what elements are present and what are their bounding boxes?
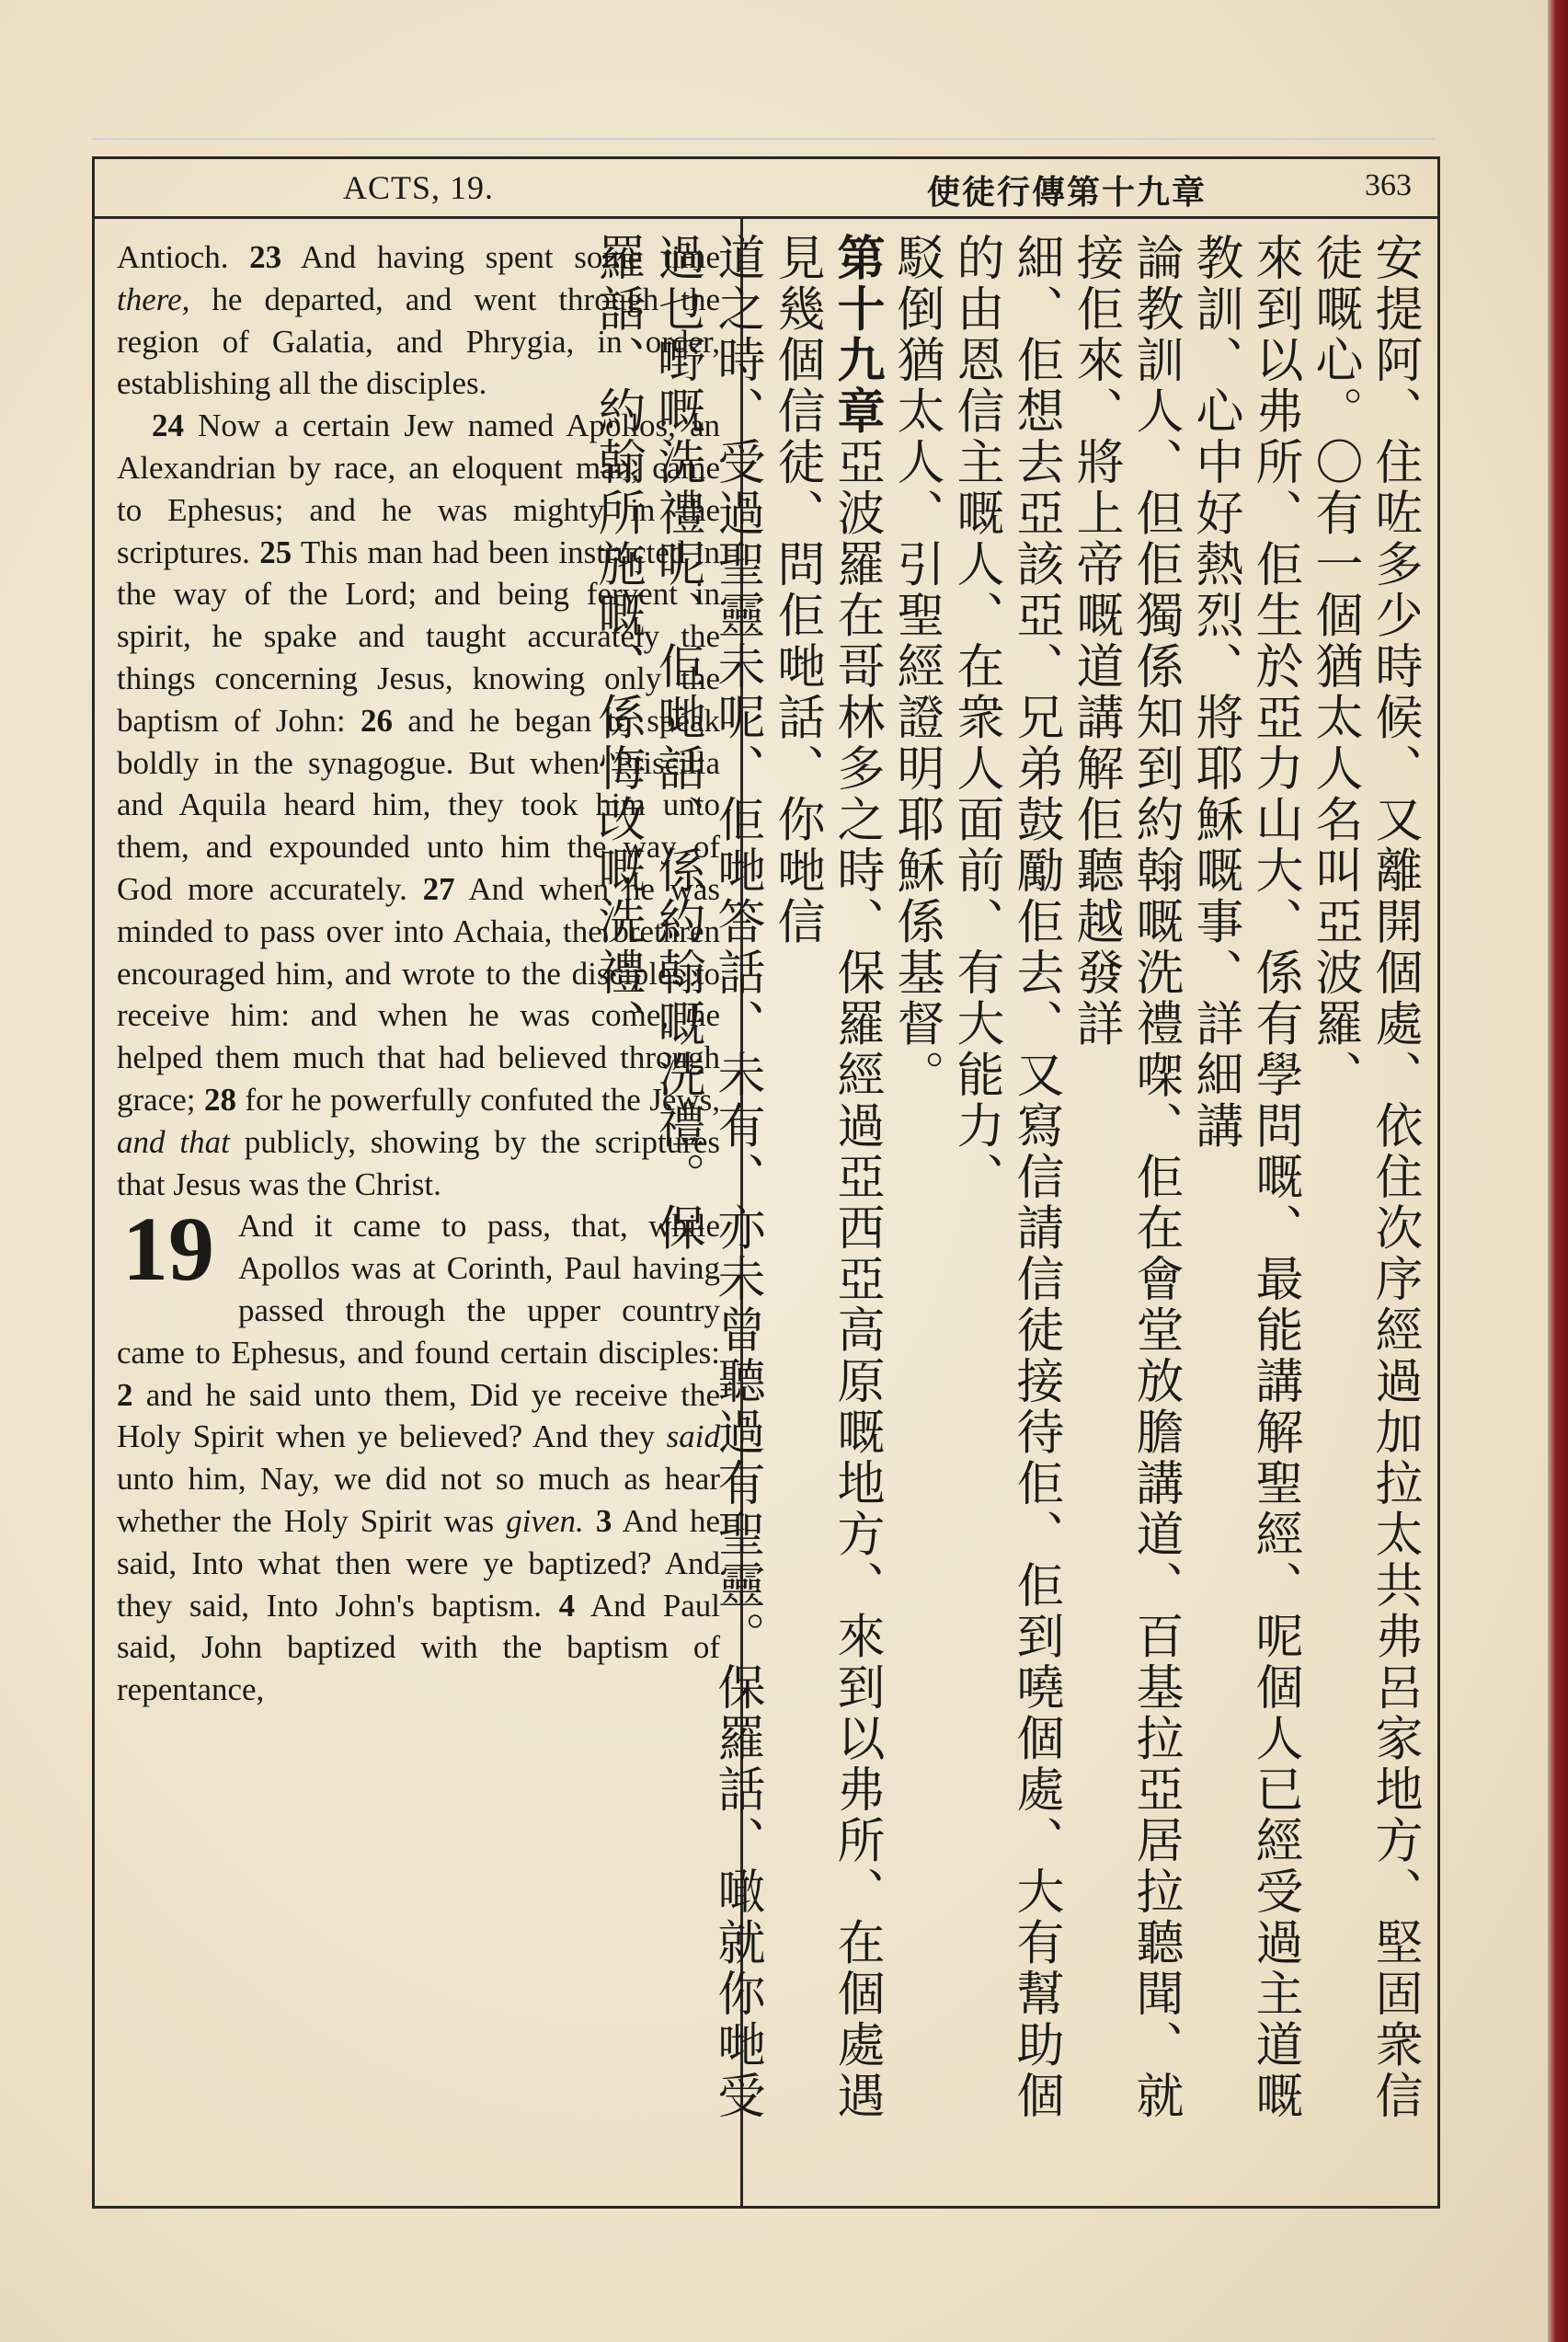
chinese-line: 安提阿、住咗多少時候、又離開個處、依住次序經過加拉太共弗呂家地方、堅固衆信徒嘅心。〇有一個猶太人名叫亞波羅、 [1307,233,1422,2122]
chinese-line: 駁倒猶太人、引聖經證明耶穌係基督。 [888,233,944,1101]
verse-text: And having spent some time [300,239,720,275]
verse-text: This man had been instructed in the way of the Lord; and being fervent in spirit, he spake and taught accurately the things concerning Jesus, knowing only the baptism of John: [117,534,720,739]
chinese-line: 來到以弗所、佢生於亞力山大、係有學問嘅、最能講解聖經、呢個人已經受過主道嘅教訓、心中好熱烈、將耶穌嘅事、詳細講 [1187,233,1302,2122]
verse-text: And he said, Into what then were ye baptized? And they said, Into John's baptism. [117,1502,721,1624]
verse-number: 24 [152,408,184,444]
verse-number: 25 [259,534,292,570]
chapter-heading: 第十九章 [829,233,884,437]
verse-text: Antioch. [117,239,229,275]
page-frame [92,156,1440,2209]
verse-number: 26 [361,702,393,739]
italic-word: there, [117,281,190,317]
verse-number: 23 [249,239,282,275]
italic-word: and that [117,1123,230,1160]
verse-text: Now a certain Jew named Apollos, an Alexandrian by race, an eloquent man, came to Ephesus; and he was mighty in the scriptures. [117,408,721,570]
verse-text: and he began to speak boldly in the synagogue. But when Priscilla and Aquila heard him, they took him unto them, and expounded unto him the way of God more accurately. [117,702,720,907]
verse-number: 4 [558,1587,576,1624]
page-number: 363 [1365,168,1412,202]
verse-text: he departed, and went through the region of Galatia, and Phrygia, in order, establishing all the disciples. [117,281,720,402]
verse-number: 3 [595,1502,612,1539]
verse-text: And when he was minded to pass over into Achaia, the brethren encouraged him, and wrote to the disciples to receive him: and when he was come, he helped them much that had believed through grace; [117,870,720,1118]
book-cover-edge [1548,0,1568,2342]
chinese-line: 細、佢想去亞該亞、兄弟鼓勵佢去、又寫信請信徒接待佢、佢到嘵個處、大有幫助個的由恩信主嘅人、在衆人面前、有大能力、 [948,233,1063,2122]
chapter-number: 19 [122,1198,214,1301]
verse-text: And Paul said, John baptized with the baptism of repentance, [117,1587,721,1708]
header-chinese-title: 使徒行傳第十九章 [927,174,1207,212]
running-header [95,159,1437,219]
verse-text: publicly, showing by the scriptures that Jesus was the Christ. [117,1123,721,1202]
header-english-title: ACTS, 19. [343,169,495,206]
chinese-line: 羅話、約翰所施嘅、係悔改嘅洗禮、 [589,233,645,1050]
italic-word: said [666,1418,720,1455]
chinese-line [766,233,886,2164]
verse-number: 27 [422,870,455,907]
verse-text: and he said unto them, Did ye receive the Holy Spirit when ye believed? And they [117,1376,721,1455]
chinese-text: 亞波羅在哥林多之時、保羅經過亞西亞高原嘅地方、來到以弗所、在個處遇見幾個信徒、問佢哋話、你哋信 [769,233,884,2122]
verse-text: unto him, Nay, we did not so much as hear whether the Holy Spirit was [117,1461,720,1539]
bleed-through-rule [92,138,1435,151]
verse-text: And it came to pass, that, while Apollos was at Corinth, Paul having passed through the upper country came to Ephesus, and found certain disciples: [117,1208,720,1371]
italic-word: given. [506,1502,584,1539]
chinese-line: 論教訓人、但佢獨係知到約翰嘅洗禮㗎、佢在會堂放膽講道、百基拉亞居拉聽聞、就接佢來、將上帝嘅道講解佢聽越發詳 [1068,233,1183,2122]
chinese-line: 道之時、受過聖靈未呢、佢哋答話、未有、亦未曾聽過有聖靈。保羅話、噉就你哋受過乜嘢嘅洗禮呢、佢哋話、係約翰嘅洗禮。保 [649,233,764,2122]
verse-number: 2 [117,1376,133,1413]
verse-number: 28 [203,1081,236,1118]
verse-text: for he powerfully confuted the Jews, [245,1081,721,1118]
